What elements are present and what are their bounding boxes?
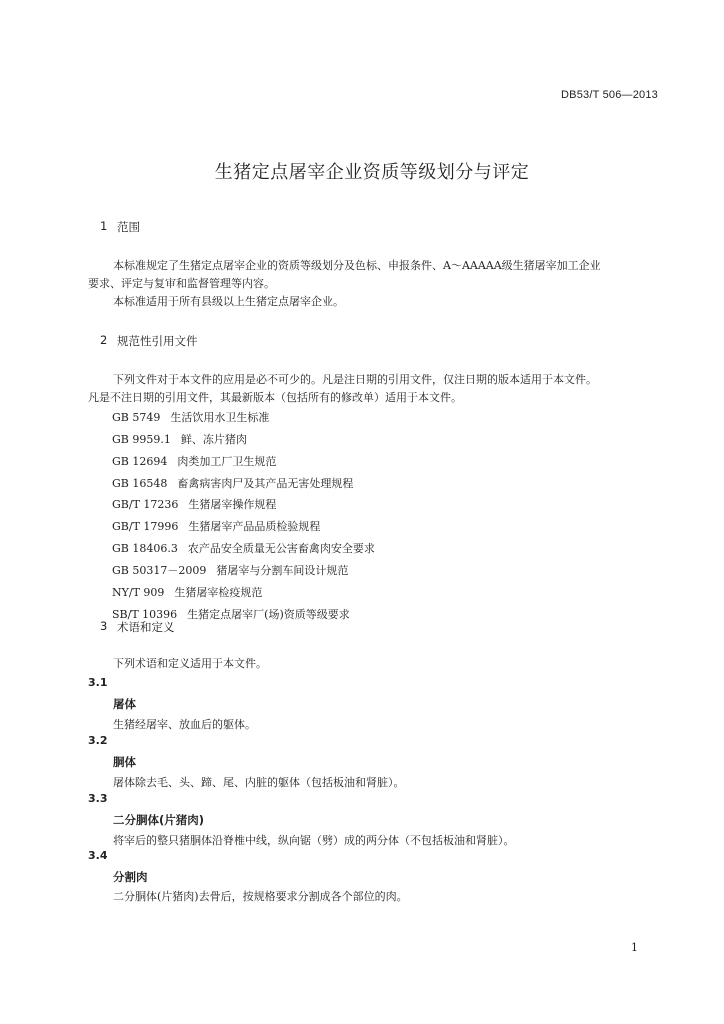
reference-code: GB 9959.1 (112, 433, 171, 446)
reference-code: GB 18406.3 (112, 542, 178, 555)
term-number: 3.2 (88, 734, 108, 747)
scope-paragraph-1-line-2: 要求、评定与复审和监督管理等内容。 (88, 277, 275, 290)
section-number: 3 (100, 619, 108, 633)
document-title: 生猪定点屠宰企业资质等级划分与评定 (214, 162, 530, 183)
reference-code: GB 12694 (112, 455, 168, 468)
section-number: 2 (100, 333, 108, 347)
reference-item (112, 453, 276, 469)
reference-title: 生猪屠宰操作规程 (188, 498, 277, 511)
reference-item (112, 409, 269, 425)
term-name: 胴体 (113, 755, 136, 769)
reference-code: GB/T 17236 (112, 498, 179, 511)
reference-code: GB 16548 (112, 477, 168, 490)
scope-paragraph-1-line-1: 本标准规定了生猪定点屠宰企业的资质等级划分及色标、申报条件、A～AAAAA级生猪屠宰加工企业 (113, 259, 601, 272)
references-intro-line-1: 下列文件对于本文件的应用是必不可少的。凡是注日期的引用文件，仅注日期的版本适用于本文件。 (113, 373, 597, 386)
reference-title: 生活饮用水卫生标准 (170, 411, 270, 424)
reference-item (112, 562, 348, 578)
reference-title: 生猪屠宰产品品质检验规程 (188, 520, 321, 533)
term-definition: 将宰后的整只猪胴体沿脊椎中线，纵向锯（劈）成的两分体（不包括板油和肾脏）。 (113, 834, 515, 847)
term-number: 3.1 (88, 676, 108, 689)
scope-paragraph-2: 本标准适用于所有县级以上生猪定点屠宰企业。 (113, 295, 344, 308)
term-number: 3.4 (88, 849, 108, 862)
reference-title: 猪屠宰与分割车间设计规范 (216, 564, 349, 577)
references-intro-line-2: 凡是不注日期的引用文件，其最新版本（包括所有的修改单）适用于本文件。 (88, 391, 462, 404)
reference-title: 生猪屠宰检疫规范 (174, 586, 263, 599)
reference-item (112, 431, 247, 447)
reference-item (112, 540, 375, 556)
reference-code: NY/T 909 (112, 586, 165, 599)
reference-title: 肉类加工厂卫生规范 (177, 455, 277, 468)
reference-code: GB/T 17996 (112, 520, 179, 533)
reference-code: SB/T 10396 (112, 608, 178, 621)
reference-item (112, 584, 262, 600)
section-number: 1 (100, 219, 108, 233)
page-number: 1 (631, 941, 638, 954)
reference-item (112, 496, 276, 512)
reference-title: 畜禽病害肉尸及其产品无害处理规程 (177, 477, 354, 490)
term-definition: 屠体除去毛、头、蹄、尾、内脏的躯体（包括板油和肾脏）。 (113, 776, 405, 789)
reference-item (112, 475, 353, 491)
term-name: 屠体 (113, 697, 136, 711)
reference-code: GB 50317－2009 (112, 564, 207, 577)
reference-title: 农产品安全质量无公害畜禽肉安全要求 (187, 542, 375, 555)
reference-code: GB 5749 (112, 411, 161, 424)
reference-title: 鲜、冻片猪肉 (180, 433, 247, 446)
term-definition: 二分胴体(片猪肉)去骨后，按规格要求分割成各个部位的肉。 (113, 890, 408, 903)
standard-code: DB53/T 506—2013 (561, 89, 658, 101)
section-title: 规范性引用文件 (117, 334, 198, 348)
term-number: 3.3 (88, 792, 108, 805)
section-title: 范围 (117, 220, 140, 234)
section-title: 术语和定义 (117, 620, 175, 634)
term-name: 分割肉 (113, 870, 148, 884)
reference-item (112, 518, 320, 534)
terms-intro: 下列术语和定义适用于本文件。 (113, 657, 267, 670)
reference-title: 生猪定点屠宰厂(场)资质等级要求 (187, 608, 350, 621)
term-definition: 生猪经屠宰、放血后的躯体。 (113, 718, 256, 731)
term-name: 二分胴体(片猪肉) (113, 813, 205, 827)
